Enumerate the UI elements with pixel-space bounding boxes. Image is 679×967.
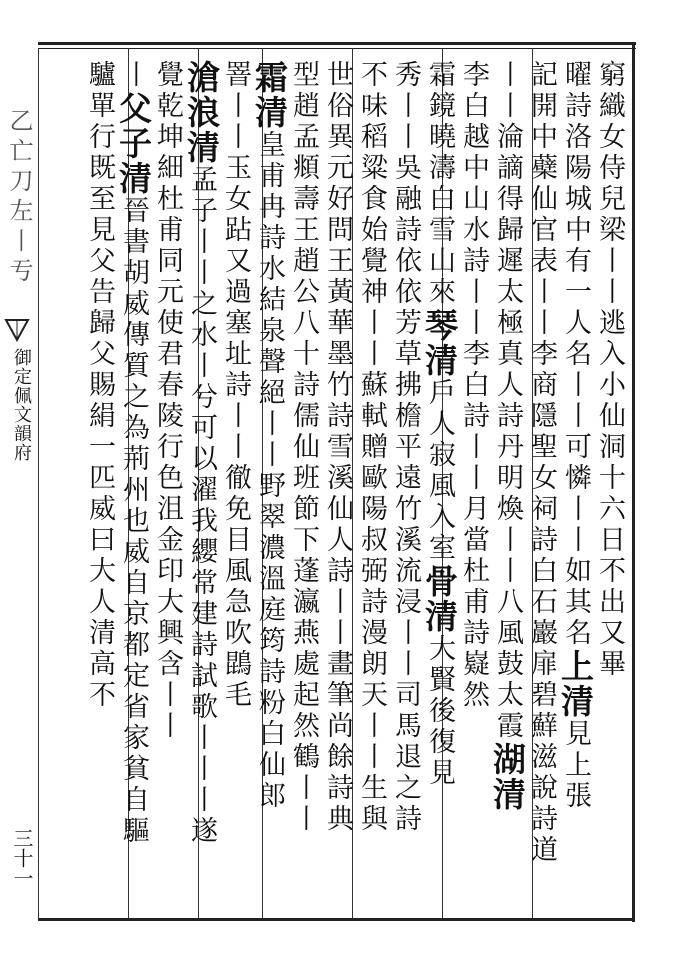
- text-segment: 窮織女侍兒梁丨丨逃入小仙洞十六日不出又畢: [594, 60, 625, 680]
- fish-tail-mark-icon: [4, 318, 30, 342]
- text-segment: 大賢後復見: [424, 634, 455, 789]
- text-segment: 丨: [118, 60, 149, 91]
- text-segment: 秀丨丨吳融詩依依芳草拂檐平遠竹溪流浸丨丨司馬退之詩: [390, 60, 421, 835]
- text-segment: 李白越中山水詩丨丨: [458, 60, 489, 339]
- text-segment: 見上張: [560, 719, 591, 812]
- frame-bottom-border: [38, 918, 635, 921]
- text-segment: 杜甫詩嶷然: [458, 556, 489, 711]
- page-margin: [0, 48, 36, 918]
- text-segment: 記開中蘗仙官表丨丨李商隱聖女祠詩白石巖扉碧蘚滋: [526, 60, 557, 773]
- text-segment: 戶人寂風入室: [424, 378, 455, 564]
- entry-heading: 父子清: [114, 91, 153, 196]
- book-title: 御定佩文韻府: [11, 348, 32, 462]
- text-segment: 曜詩洛陽城中有一人名丨丨可憐丨丨如其名: [560, 60, 591, 649]
- text-segment: 霜鏡曉濤白雪山來: [424, 60, 455, 308]
- text-segment: 皇甫冉詩水結泉聲絕丨丨野翠濃溫庭筠詩粉白仙郎: [254, 130, 285, 812]
- text-segment: 世俗異元好問王黃華墨竹詩雪溪仙人詩丨丨畫筆尚餘詩典: [322, 60, 353, 835]
- text-segment: 丨丨淪謫得歸遲太極真人詩丹明煥丨丨八風鼓太霞: [492, 60, 523, 742]
- text-segment: 說詩道: [526, 773, 557, 866]
- frame-top-border: [38, 42, 636, 45]
- frame-right-border: [632, 42, 635, 922]
- entry-heading: 上清: [556, 649, 595, 719]
- text-segment: 晉書胡威傳質之為荊州也威自京都定省家貧自驅: [118, 196, 149, 847]
- text-segment: 孟子丨丨之水丨兮可以濯我纓常建詩試歌丨丨丨遂: [186, 165, 217, 847]
- page-number: 三十一: [10, 828, 34, 888]
- entry-heading: 湖清: [488, 742, 527, 812]
- entry-heading: 琴清: [420, 308, 459, 378]
- margin-divider: [38, 48, 39, 918]
- text-segment: 覺乾坤細杜甫同元使君春陵行色沮金印大興含丨丨: [152, 60, 183, 742]
- entry-heading: 骨清: [420, 564, 459, 634]
- text-segment: 李白詩丨丨月當: [458, 339, 489, 556]
- entry-heading: 霜清: [250, 60, 289, 130]
- text-column: [76, 60, 122, 910]
- text-segment: 罯丨丨玉女跕又過塞址詩丨丨徹免目風急吹鵾毛: [220, 60, 251, 711]
- margin-edge-text: 乙亡刀左丨亐: [5, 108, 33, 288]
- text-segment: 型趙孟頫壽王趙公八十詩儒仙班節下蓬瀛燕處起然鶴丨丨: [288, 60, 319, 835]
- text-segment: 驢單行既至見父告歸父賜絹一匹威曰大人清高不: [84, 60, 115, 711]
- entry-heading: 滄浪清: [182, 60, 221, 165]
- text-segment: 不味稻粱食始覺神丨丨蘇軾贈歐陽叔弼詩漫朗天丨丨生與: [356, 60, 387, 835]
